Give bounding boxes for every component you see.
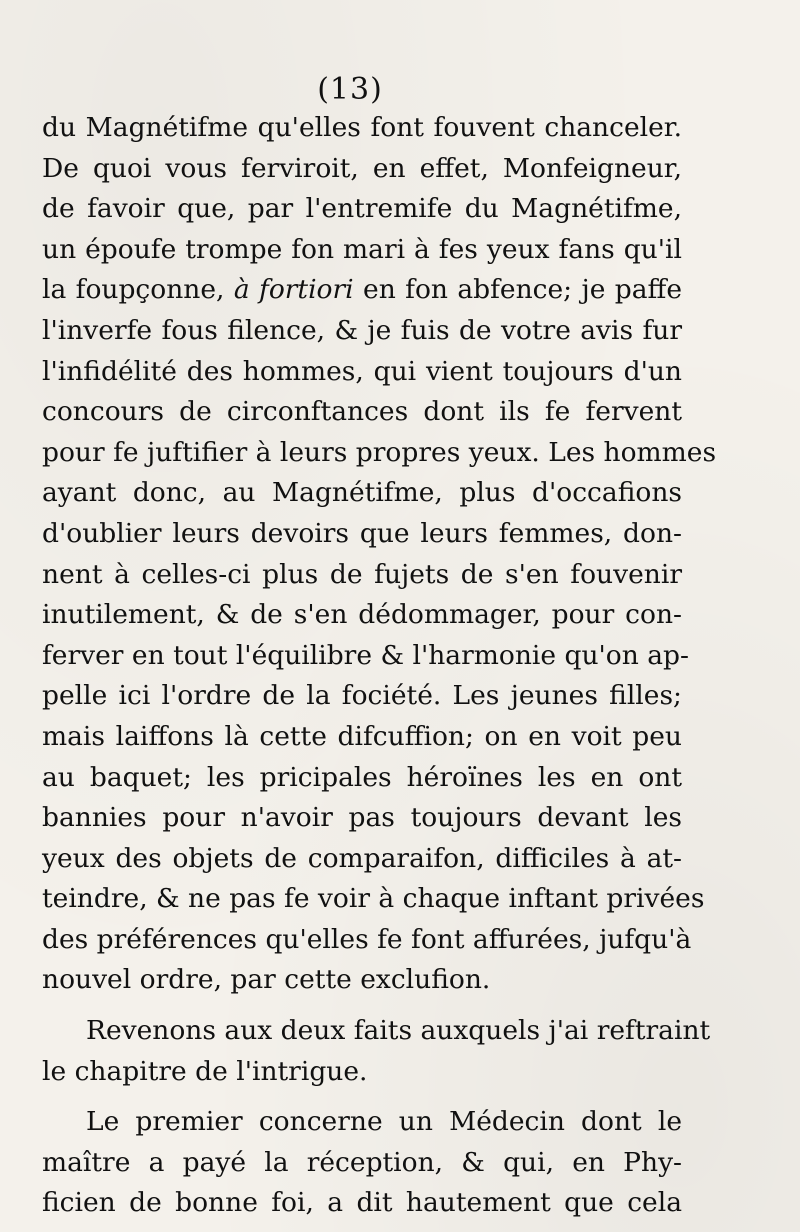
text-line: Revenons aux deux faits auxquels j'ai reftraint <box>86 1015 711 1047</box>
text-line: du Magnétifme qu'elles font fouvent chanceler. <box>42 112 682 143</box>
text-line: des préférences qu'elles fe font affurées, jufqu'à <box>42 923 692 955</box>
text-line: d'oublier leurs devoirs que leurs femmes, don- <box>42 517 682 549</box>
text-line: mais laiffons là cette difcuffion; on en voit peu <box>42 720 682 752</box>
text-line: un époufe trompe fon mari à fes yeux fans qu'il <box>42 233 682 265</box>
text-line: la foupçonne, à fortiori en fon abfence; je paffe <box>42 274 683 306</box>
text-line: yeux des objets de comparaifon, difficiles à at- <box>42 842 682 874</box>
text-line: Le premier concerne un Médecin dont le <box>86 1106 682 1138</box>
text-line: De quoi vous ferviroit, en effet, Monfeigneur, <box>42 152 682 184</box>
text-line: inutilement, & de s'en dédommager, pour con- <box>42 599 682 631</box>
text-line: au baquet; les pricipales héroïnes les en ont <box>42 761 682 793</box>
text-line: pelle ici l'ordre de la fociété. Les jeunes filles; <box>42 680 682 712</box>
text-line: ferver en tout l'équilibre & l'harmonie qu'on ap- <box>42 639 689 671</box>
text-line: teindre, & ne pas fe voir à chaque inftant privées <box>42 883 705 915</box>
paragraph <box>42 108 717 1001</box>
text-line: nouvel ordre, par cette exclufion. <box>42 964 491 996</box>
paragraph <box>42 1011 711 1092</box>
text-line: l'inverfe fous filence, & je fuis de votre avis fur <box>42 314 682 346</box>
text-line: pour fe juftifier à leurs propres yeux. Les hommes <box>42 436 717 468</box>
text-line: ficien de bonne foi, a dit hautement que cela <box>42 1187 682 1219</box>
text-line: ayant donc, au Magnétifme, plus d'occafions <box>42 477 682 509</box>
text-line: nent à celles-ci plus de fujets de s'en fouvenir <box>42 558 682 590</box>
text-line: l'infidélité des hommes, qui vient toujours d'un <box>42 355 682 387</box>
paragraph <box>42 1102 682 1224</box>
text-line: de favoir que, par l'entremife du Magnétifme, <box>42 193 682 225</box>
page-number: (13) <box>317 72 383 107</box>
text-line: bannies pour n'avoir pas toujours devant les <box>42 802 682 834</box>
text-line: le chapitre de l'intrigue. <box>42 1055 368 1087</box>
body-text <box>42 108 717 1224</box>
text-line: concours de circonftances dont ils fe fervent <box>42 396 682 428</box>
text-line: maître a payé la réception, & qui, en Phy- <box>42 1146 682 1178</box>
